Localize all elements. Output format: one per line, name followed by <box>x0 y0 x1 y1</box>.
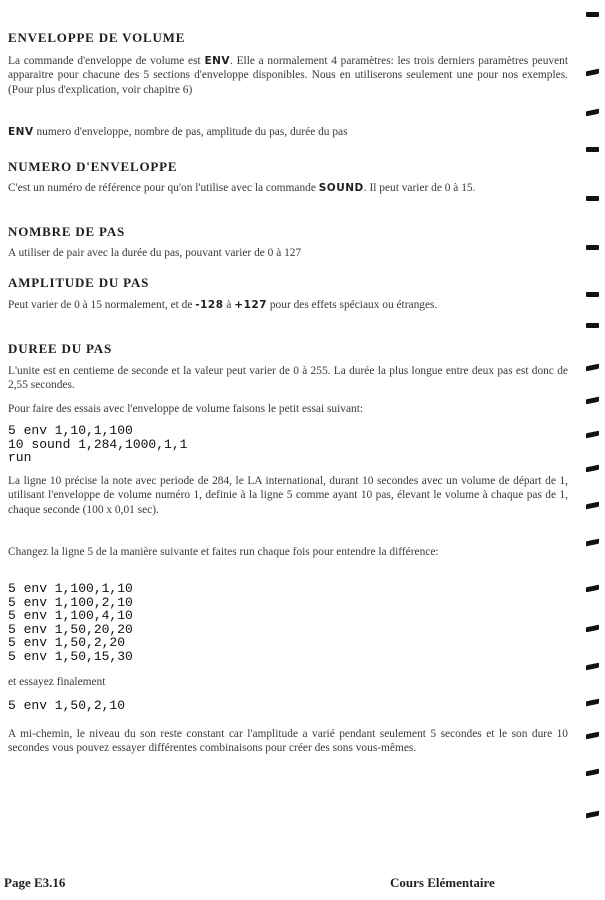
paragraph-finalement: et essayez finalement <box>8 676 106 688</box>
code-line: 10 sound 1,284,1000,1,1 <box>8 436 188 452</box>
edge-mark <box>586 663 599 671</box>
value-min: -128 <box>195 299 224 311</box>
paragraph-duree-unite: L'unite est en centieme de seconde et la valeur peut varier de 0 à 255. La durée la plus longue entre deux pas est donc de 2,55 secondes. <box>8 365 568 392</box>
footer-course-title: Cours Elémentaire <box>390 875 495 890</box>
edge-mark <box>586 69 599 77</box>
code-line: run <box>8 450 32 465</box>
paragraph-changez: Changez la ligne 5 de la manière suivante et faites run chaque fois pour entendre la différence: <box>8 546 439 558</box>
paragraph-essai-intro: Pour faire des essais avec l'enveloppe de volume faisons le petit essai suivant: <box>8 403 364 415</box>
code-line: 5 env 1,100,2,10 <box>8 594 133 610</box>
edge-mark <box>586 769 599 777</box>
code-line-final: 5 env 1,50,2,10 <box>8 698 126 713</box>
code-line: 5 env 1,50,2,20 <box>8 635 126 650</box>
edge-mark <box>586 539 599 547</box>
paragraph-nombre-pas: A utiliser de pair avec la durée du pas, pouvant varier de 0 à 127 <box>8 247 302 259</box>
edge-mark <box>586 109 599 117</box>
edge-mark <box>586 465 599 473</box>
heading-duree-pas: DUREE DU PAS <box>8 341 112 356</box>
code-line: 5 env 1,10,1,100 <box>8 423 133 438</box>
heading-amplitude-pas: AMPLITUDE DU PAS <box>8 275 150 290</box>
paragraph-ligne-10: La ligne 10 précise la note avec periode de 284, le LA international, durant 10 secondes avec un volume de départ de 1, utilisant l'enveloppe de volume numéro 1, definie à la ligne 5 comme ayant 10 pas, élevant le volume à chaque pas de 1, chaque seconde (100 x 0,01 sec). <box>8 475 568 516</box>
code-line: 5 env 1,50,15,30 <box>8 648 133 664</box>
value-max: +127 <box>234 299 268 311</box>
keyword-env-syntax: ENV <box>8 126 34 138</box>
heading-nombre-pas: NOMBRE DE PAS <box>8 224 126 239</box>
code-line: 5 env 1,100,1,10 <box>8 581 133 596</box>
edge-mark <box>586 12 599 17</box>
edge-mark <box>586 502 599 510</box>
paragraph-amplitude: Peut varier de 0 à 15 normalement, et de -128 à +127 pour des effets spéciaux ou étranges. <box>8 299 438 311</box>
edge-mark <box>586 292 599 297</box>
env-syntax-line: ENV numero d'enveloppe, nombre de pas, amplitude du pas, durée du pas <box>8 126 348 138</box>
heading-numero-enveloppe: NUMERO D'ENVELOPPE <box>8 159 178 174</box>
paragraph-mi-chemin: A mi-chemin, le niveau du son reste constant car l'amplitude a varié pendant seulement 5 secondes et le son dure 10 secondes vous pouvez essayer différentes combinaisons pour créer des sons vous-mêmes. <box>8 728 568 755</box>
edge-mark <box>586 732 599 740</box>
keyword-env: ENV <box>204 55 231 67</box>
code-block-2 <box>8 582 568 663</box>
code-line: 5 env 1,50,20,20 <box>8 621 133 637</box>
edge-mark <box>586 699 599 707</box>
keyword-sound: SOUND <box>318 182 364 194</box>
edge-mark <box>586 245 599 250</box>
edge-mark <box>586 811 599 819</box>
edge-mark <box>586 397 599 405</box>
edge-mark <box>586 323 599 328</box>
paragraph-numero: C'est un numéro de référence pour qu'on l'utilise avec la commande SOUND. Il peut varier de 0 à 15. <box>8 182 476 194</box>
edge-mark <box>586 585 599 593</box>
code-line: 5 env 1,100,4,10 <box>8 608 133 623</box>
heading-enveloppe-volume: ENVELOPPE DE VOLUME <box>8 30 186 45</box>
paragraph-env-intro: La commande d'enveloppe de volume est ENV. Elle a normalement 4 paramètres: les trois derniers paramètres peuvent apparaitre pour chacune des 5 sections d'enveloppe disponibles. Nous en utiliserons seulement une pour nos exemples. (Pour plus d'explication, voir chapitre 6) <box>8 55 569 96</box>
edge-mark <box>586 625 599 633</box>
code-block-1 <box>8 424 568 465</box>
edge-mark <box>586 196 599 201</box>
footer-page-number: Page E3.16 <box>4 875 66 890</box>
edge-mark <box>586 431 599 439</box>
binding-edge-marks <box>586 0 605 900</box>
edge-mark <box>586 364 599 372</box>
edge-mark <box>586 147 599 152</box>
